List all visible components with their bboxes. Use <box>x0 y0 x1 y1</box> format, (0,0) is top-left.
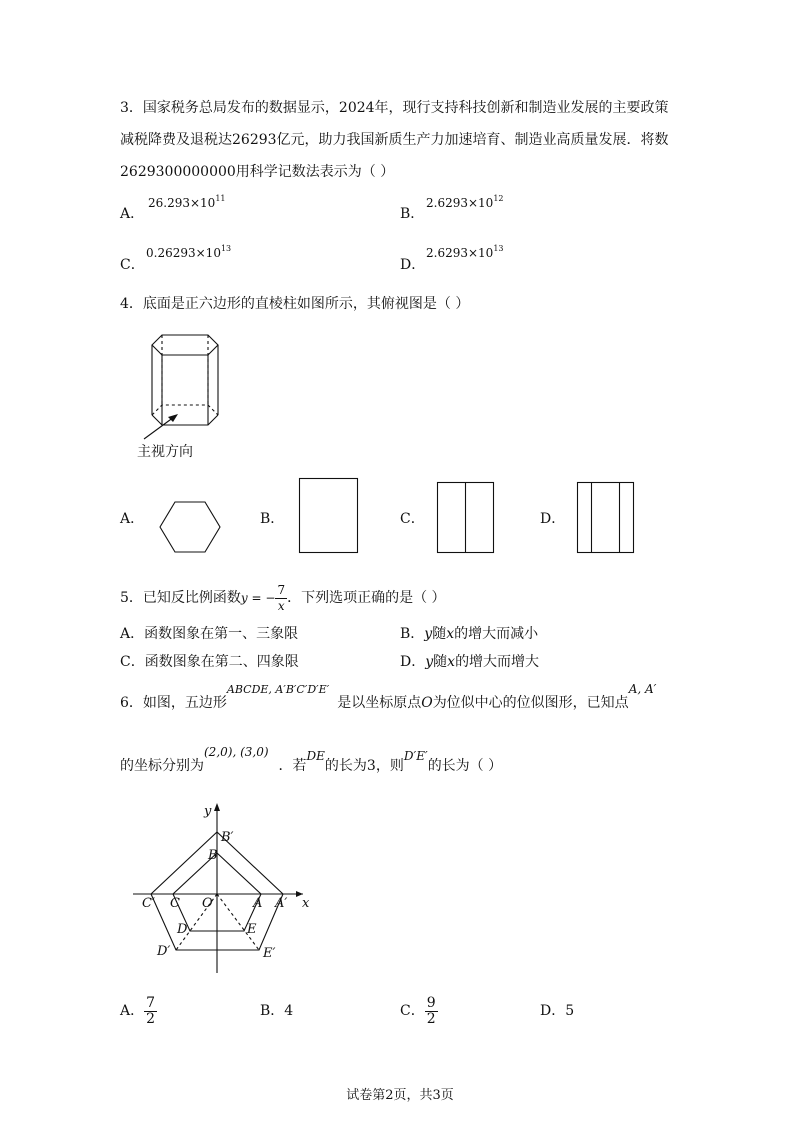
q3-option-c-expr: $0.26293\times 10^{13}$ <box>146 244 232 260</box>
point-b-prime: B′ <box>221 830 234 845</box>
point-a: A <box>253 896 263 911</box>
q3-option-b <box>400 205 424 223</box>
point-b: B <box>208 848 218 863</box>
q5-option-a: A．函数图象在第一、三象限 <box>120 626 299 642</box>
q6-option-a: A． $\frac{7}{2}$ <box>120 994 156 1027</box>
hexagon-option-figure <box>158 500 222 555</box>
q3-option-d <box>400 256 425 274</box>
q6-option-b: B．4 <box>260 1003 294 1019</box>
point-o: O <box>202 896 213 911</box>
y-axis-label: y <box>204 804 212 819</box>
q3-stem-line3: 2629300000000用科学记数法表示为（ ） <box>120 164 395 180</box>
option-label: B． <box>400 206 425 222</box>
q5-stem: 5．已知反比例函数y = − $\frac{7}{x}$ ．下列选项正确的是（ ） <box>120 582 446 613</box>
q4-option-c: C． <box>400 511 425 527</box>
point-a-prime: A′ <box>275 896 288 911</box>
fraction-7-2: $\frac{7}{2}$ <box>146 994 156 1027</box>
q4-stem: 4．底面是正六边形的直棱柱如图所示，其俯视图是（ ） <box>120 296 470 312</box>
q4-option-b: B． <box>260 511 285 527</box>
q4-option-d: D． <box>540 511 566 527</box>
option-label: A． <box>120 206 145 222</box>
three-rect-option-figure <box>577 482 635 554</box>
q6-option-d: D．5 <box>540 1003 575 1019</box>
q3-stem-line2: 减税降费及退税达26293亿元，助力我国新质生产力加速培育、制造业高质量发展．将数 <box>120 132 669 148</box>
q4-option-a: A． <box>120 511 145 527</box>
square-option-figure <box>299 478 359 554</box>
point-e-prime: E′ <box>263 946 276 961</box>
q5-option-b: B．y随x的增大而减小 <box>400 626 539 642</box>
q3-option-a <box>120 205 144 223</box>
q3-stem-line1: 3．国家税务总局发布的数据显示，2024年，现行支持科技创新和制造业发展的主要政策 <box>120 100 669 116</box>
q6-option-c: C． $\frac{9}{2}$ <box>400 994 436 1027</box>
option-label: C． <box>120 257 145 273</box>
q5-option-c: C．函数图象在第二、四象限 <box>120 654 299 670</box>
page-footer: 试卷第2页，共3页 <box>346 1088 454 1103</box>
option-label: D． <box>400 257 426 273</box>
point-c-prime: C′ <box>142 896 155 911</box>
q3-option-a-expr: $26.293\times 10^{11}$ <box>148 194 226 210</box>
x-axis-label: x <box>302 896 310 911</box>
q6-stem-line2: 的坐标分别为(2,0), (3,0)．若DE的长为3，则D′E′的长为（ ） <box>120 745 503 774</box>
pentagon-coordinate-figure <box>125 795 325 980</box>
point-c: C <box>170 896 180 911</box>
fraction-9-2: $\frac{9}{2}$ <box>426 994 436 1027</box>
point-d-prime: D′ <box>157 944 171 959</box>
point-d: D <box>177 922 188 937</box>
q3-option-b-expr: $2.6293\times 10^{12}$ <box>426 194 504 210</box>
view-direction-label: 主视方向 <box>137 444 193 460</box>
function-lhs: y = − <box>240 591 276 605</box>
point-e: E <box>247 922 257 937</box>
hex-prism-figure <box>130 325 240 440</box>
q3-option-d-expr: $2.6293\times 10^{13}$ <box>426 244 504 260</box>
q5-option-d: D．y随x的增大而增大 <box>400 654 540 670</box>
two-rect-option-figure <box>437 482 495 554</box>
q6-stem-line1: 6．如图，五边形$^{ABCDE, A'B'C'D'E'}$是以坐标原点O为位似中心的位似图形，已知点A, A′ <box>120 682 657 711</box>
function-fraction: $\frac{7}{x}$ <box>277 582 286 613</box>
q3-option-c <box>120 256 145 274</box>
